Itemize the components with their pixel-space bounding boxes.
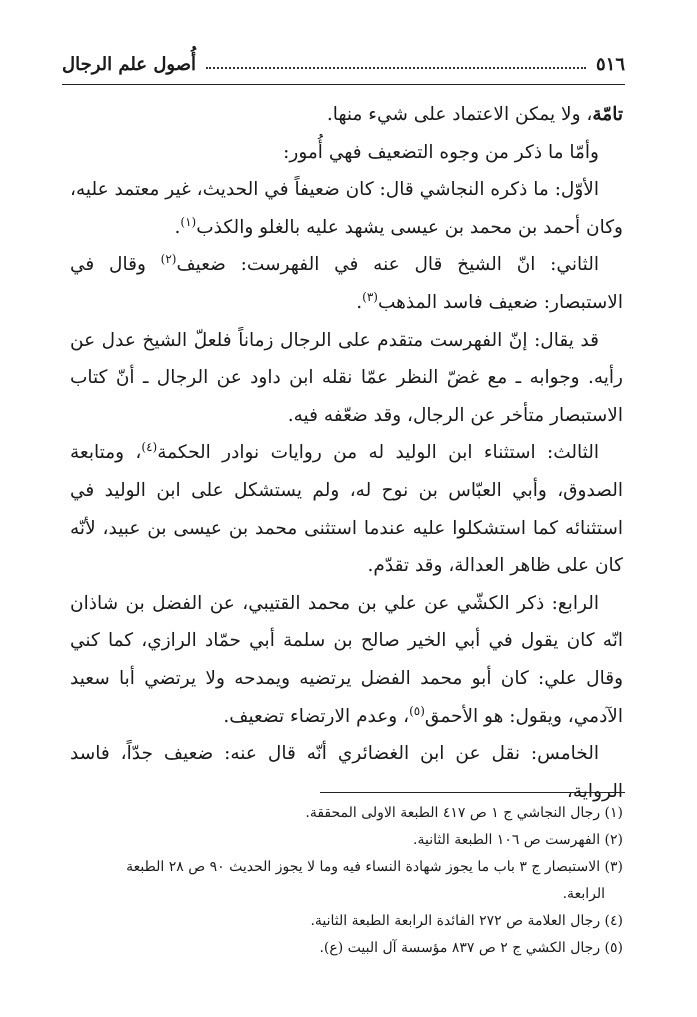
paragraph-text: الرابع: ذكر الكشّي عن علي بن محمد القتيبي، عن الفضل بن شاذان انّه كان يقول في أبي الخير صالح بن سلمة أبي حمّاد الرازي، كما كني وقال علي: كان أبو محمد الفضل يرتضيه ويمدحه ولا يرتضي أبا سعيد الآدمي، ويقول: هو الأحمق: [70, 592, 623, 727]
footnote-1: (١) رجال النجاشي ج ١ ص ٤١٧ الطبعة الاولى المحققة.: [305, 805, 623, 821]
main-text: [70, 96, 623, 810]
header-leader-dots: [206, 67, 586, 69]
footnote-ref[interactable]: (٥): [409, 703, 425, 718]
footnote-3-continued: الرابعة.: [562, 886, 605, 902]
paragraph-text: الثاني: انّ الشيخ قال عنه في الفهرست: ضعيف: [176, 254, 599, 276]
footnote-ref[interactable]: (٢): [160, 252, 177, 267]
footnote-2: (٢) الفهرست ص ١٠٦ الطبعة الثانية.: [413, 832, 623, 848]
paragraph-second-reason: [70, 246, 623, 321]
paragraph-tail: .: [174, 216, 181, 238]
paragraph-tail: ، ومتابعة الصدوق، وأبي العبّاس بن نوح له، ولم يستشكل على ابن الوليد في استثنائه كما استشكلوا عليه عندما استثنى محمد بن عيسى بن عبيد، لأنّه كان على ظاهر العدالة، وقد تقدّم.: [70, 442, 623, 577]
footnote-4: (٤) رجال العلامة ص ٢٧٢ الفائدة الرابعة الطبعة الثانية.: [310, 913, 623, 929]
paragraph-third-reason: [70, 434, 623, 584]
continued-word: تامّة: [592, 104, 623, 125]
paragraph-text: الثالث: استثناء ابن الوليد له من روايات نوادر الحكمة: [157, 442, 599, 464]
paragraph-tail: وقال في الاستبصار: ضعيف فاسد المذهب: [70, 254, 623, 313]
paragraph-continued: [70, 96, 623, 134]
paragraph-objection: [70, 322, 623, 435]
paragraph-fourth-reason: [70, 585, 623, 735]
footnote-separator: [320, 792, 625, 793]
page-number: ٥١٦: [595, 53, 625, 75]
footnote-ref[interactable]: (٤): [141, 440, 158, 455]
footnotes: [72, 800, 623, 962]
footnote-5: (٥) رجال الكشي ج ٢ ص ٨٣٧ مؤسسة آل البيت (ع).: [319, 940, 623, 956]
paragraph-tail: ، وعدم الارتضاء تضعيف.: [223, 705, 410, 727]
paragraph-text: الأوّل: ما ذكره النجاشي قال: كان ضعيفاً في الحديث، غير معتمد عليه، وكان أحمد بن محمد بن عيسى يشهد عليه بالغلو والكذب: [70, 179, 623, 238]
footnote-ref[interactable]: (٣): [362, 289, 378, 304]
paragraph-text: وأمّا ما ذكر من وجوه التضعيف فهي أُمور:: [283, 141, 599, 163]
paragraph-intro: [70, 134, 623, 172]
paragraph-text: ، ولا يمكن الاعتماد على شيء منها.: [326, 104, 593, 125]
paragraph-text: الخامس: نقل عن ابن الغضائري أنّه قال عنه: ضعيف جدّاً، فاسد الرواية،: [70, 743, 623, 802]
paragraph-text: قد يقال: إنّ الفهرست متقدم على الرجال زماناً فلعلّ الشيخ عدل عن رأيه. وجوابه ـ مع غضّ النظر عمّا نقله ابن داود عن الرجال ـ أنّ كتاب الاستبصار متأخر عن الرجال، وقد ضعّفه فيه.: [70, 329, 623, 426]
footnote-ref[interactable]: (١): [180, 214, 197, 229]
paragraph-fifth-reason: [70, 735, 623, 810]
footnote-3: (٣) الاستبصار ج ٣ باب ما يجوز شهادة النساء فيه وما لا يجوز الحديث ٩٠ ص ٢٨ الطبعة: [126, 859, 623, 875]
paragraph-tail: .: [356, 291, 363, 313]
running-title: أُصول علم الرجال: [62, 53, 196, 75]
paragraph-first-reason: [70, 171, 623, 246]
page-header: [62, 44, 625, 85]
